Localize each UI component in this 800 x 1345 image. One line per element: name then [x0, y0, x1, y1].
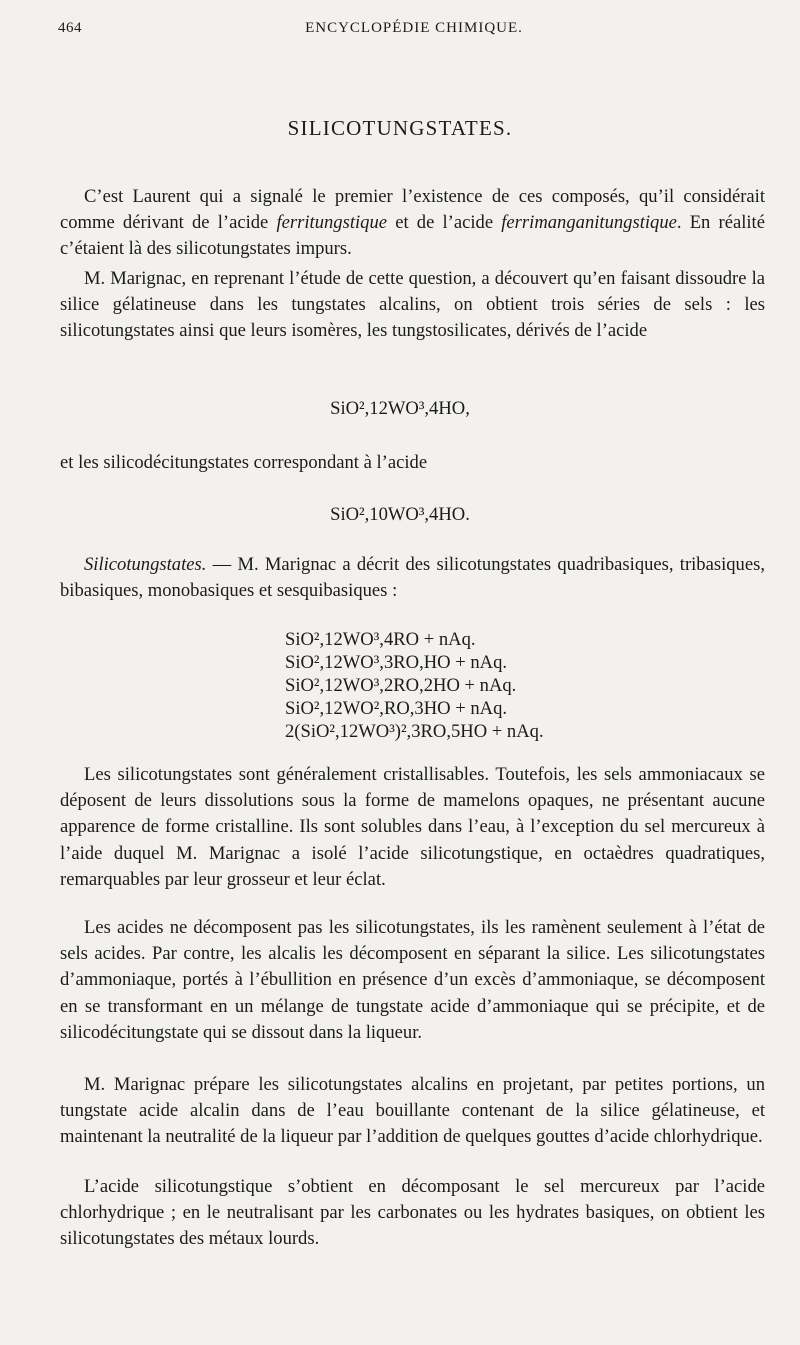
page-number: 464 [58, 20, 82, 36]
paragraph-silicodecitungstates-text: et les silicodécitungstates correspondant à l’acide [60, 452, 428, 473]
formula-list-salts [285, 628, 705, 743]
paragraph-acids-alkalis-text: Les acides ne décomposent pas les silicotungstates, ils les ramènent seulement à l’état de sels acides. Par contre, les alcalis les décomposent en séparant la silice. Les silicotungstates d’ammoniaque, portés à l’ébullition en présence d’un excès d’ammoniaque, se décomposent en se transformant en un mélange de tungstate acide d’ammoniaque qui se précipite, et de silicodécitungstate qui se dissout dans la liqueur. [60, 917, 765, 1043]
paragraph-acid-production-text: L’acide silicotungstique s’obtient en décomposant le sel mercureux par l’acide chlorhydrique ; en le neutralisant par les carbonates ou les hydrates basiques, on obtient les silicotungstates des métaux lourds. [60, 1176, 765, 1250]
formula-acid-silicodecitungstic: SiO²,10WO³,4HO. [330, 504, 470, 525]
formula-acid-silicotungstic: SiO²,12WO³,4HO, [330, 398, 470, 419]
paragraph-silicotungstates-types-text: — M. Marignac a décrit des silicotungstates quadribasiques, tribasiques, bibasiques, monobasiques et sesquibasiques : [60, 554, 765, 602]
running-head [58, 20, 770, 42]
paragraph-intro-italic-ferrimanganitungstique: ferrimanganitungstique [501, 212, 677, 234]
paragraph-intro-text-c: . En réalité c’étaient là des silicotungstates impurs. [60, 212, 765, 260]
paragraph-acids-alkalis [60, 915, 765, 1046]
formula-salt-monobasic: SiO²,12WO²,RO,3HO + nAq. [285, 698, 508, 719]
paragraph-acid-production [60, 1174, 765, 1253]
paragraph-intro [60, 184, 765, 263]
paragraph-intro-text-b: et de l’acide [387, 212, 502, 234]
paragraph-crystallization-text: Les silicotungstates sont généralement cristallisables. Toutefois, les sels ammoniacaux se déposent de leurs dissolutions sous la forme de mamelons opaques, ne présentant aucune apparence de forme cristalline. Ils sont solubles dans l’eau, à l’exception du sel mercureux à l’aide duquel M. Marignac a isolé l’acide silicotungstique, en octaèdres quadratiques, remarquables par leur grosseur et leur éclat. [60, 764, 765, 890]
paragraph-intro-text-a: C’est Laurent qui a signalé le premier l’existence de ces composés, qu’il considérait comme dérivant de l’acide [60, 186, 765, 234]
running-title: ENCYCLOPÉDIE CHIMIQUE. [305, 20, 523, 36]
paragraph-preparation [60, 1072, 765, 1151]
paragraph-preparation-text: M. Marignac prépare les silicotungstates alcalins en projetant, par petites portions, un tungstate acide alcalin dans de l’eau bouillante contenant de la silice gélatineuse, et maintenant la neutralité de la liqueur par l’addition de quelques gouttes d’acide chlorhydrique. [60, 1074, 765, 1148]
paragraph-crystallization [60, 762, 765, 893]
paragraph-silicotungstates-types [60, 552, 765, 604]
formula-salt-bibasic: SiO²,12WO³,2RO,2HO + nAq. [285, 675, 517, 696]
formula-salt-tribasic: SiO²,12WO³,3RO,HO + nAq. [285, 652, 508, 673]
formula-salt-sesquibasic: 2(SiO²,12WO³)²,3RO,5HO + nAq. [285, 721, 544, 742]
paragraph-marignac-study-text: M. Marignac, en reprenant l’étude de cette question, a découvert qu’en faisant dissoudre la silice gélatineuse dans les tungstates alcalins, on obtient trois séries de sels : les silicotungstates ainsi que leurs isomères, les tungstosilicates, dérivés de l’acide [60, 268, 765, 342]
paragraph-intro-italic-ferritungstique: ferritungstique [276, 212, 388, 234]
subsection-heading: Silicotungstates. [84, 554, 207, 575]
paragraph-silicodecitungstates [60, 450, 765, 476]
formula-salt-quadribasic: SiO²,12WO³,4RO + nAq. [285, 629, 476, 650]
paragraph-marignac-study [60, 266, 765, 345]
section-title: SILICOTUNGSTATES. [287, 116, 513, 140]
